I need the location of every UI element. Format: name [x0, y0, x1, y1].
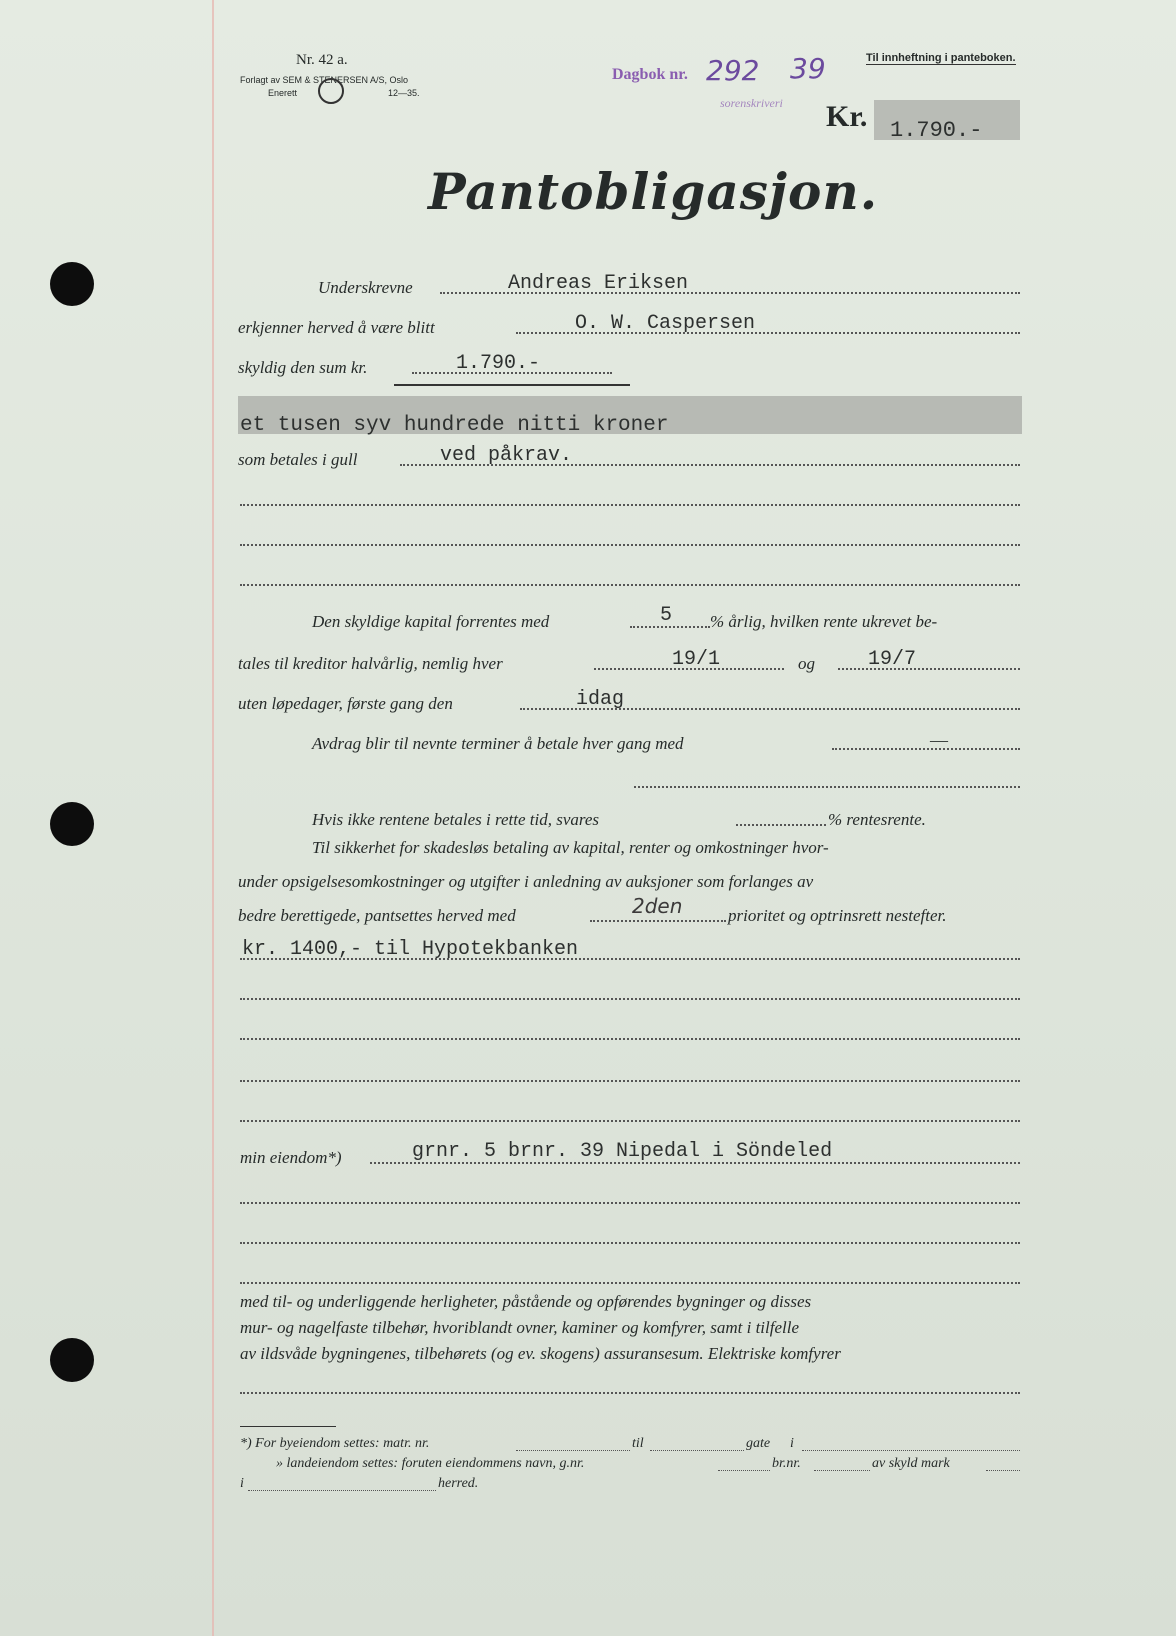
- form-number: Nr. 42 a.: [296, 52, 348, 68]
- sum-underline: [394, 384, 630, 386]
- blank-line: [240, 1202, 1020, 1204]
- security-line1: Til sikkerhet for skadesløs betaling av kapital, renter og omkostninger hvor-: [312, 838, 829, 857]
- closing-line1: med til- og underliggende herligheter, påstående og opførendes bygninger og disses: [240, 1292, 812, 1311]
- interest-line1-b: % årlig, hvilken rente ukrevet be-: [710, 612, 938, 631]
- undersigned-value: Andreas Eriksen: [508, 272, 689, 295]
- prior-claim: kr. 1400,- til Hypotekbanken: [242, 938, 579, 961]
- interest-date1: 19/1: [672, 648, 721, 671]
- blank-line: [240, 1392, 1020, 1394]
- interest-rate: 5: [660, 604, 673, 627]
- blank-line: [240, 504, 1020, 506]
- closing-line3: av ildsvåde bygningenes, tilbehørets (og ev. skogens) assuransesum. Elektriske komfyrer: [240, 1344, 841, 1363]
- closing-line2: mur- og nagelfaste tilbehør, hvoriblandt ovner, kaminer og komfyrer, samt i tilfelle: [240, 1318, 800, 1337]
- priority-line: [590, 920, 726, 922]
- margin-rule: [212, 0, 214, 1636]
- dagbok-number: 292: [706, 54, 760, 87]
- property-label: min eiendom*): [240, 1148, 342, 1167]
- penalty-rate-line: [736, 824, 826, 826]
- security-line2: under opsigelsesomkostninger og utgifter i anledning av auksjoner som forlanges av: [238, 872, 814, 891]
- interest-line5-b: % rentesrente.: [828, 810, 926, 829]
- sum-label: skyldig den sum kr.: [238, 358, 368, 377]
- blank-line: [240, 1282, 1020, 1284]
- security-line3-b: prioritet og optrinsrett nestefter.: [728, 906, 947, 925]
- til-line: [650, 1450, 744, 1451]
- sum-value: 1.790.-: [456, 352, 541, 375]
- publisher-line1: Forlagt av SEM & STENERSEN A/S, Oslo: [240, 75, 409, 85]
- sum-words: et tusen syv hundrede nitti kroner: [240, 414, 669, 437]
- footnote-l1-d: i: [790, 1436, 794, 1451]
- blank-line: [240, 1038, 1020, 1040]
- dagbok-year: 39: [790, 52, 826, 85]
- blank-line: [240, 998, 1020, 1000]
- footnote-l1-b: til: [632, 1436, 644, 1451]
- interest-line3-a: uten løpedager, første gang den: [238, 694, 453, 713]
- security-line3-a: bedre berettigede, pantsettes herved med: [238, 906, 516, 925]
- document-title: Pantobligasjon.: [428, 162, 879, 221]
- kr-label: Kr.: [826, 100, 868, 133]
- interest-date2: 19/7: [868, 648, 917, 671]
- footnote-l2-c: av skyld mark: [872, 1456, 950, 1471]
- matr-line: [516, 1450, 630, 1451]
- gnr-line: [718, 1470, 770, 1471]
- creditor-label: erkjenner herved å være blitt: [238, 318, 435, 337]
- dagbok-label: Dagbok nr.: [612, 66, 688, 83]
- gate-line: [802, 1450, 1020, 1451]
- interest-line4-a: Avdrag blir til nevnte terminer å betale hver gang med: [312, 734, 684, 753]
- blank-line: [240, 544, 1020, 546]
- footnote-l3-a: i: [240, 1476, 244, 1491]
- footnote-l3-b: herred.: [438, 1476, 479, 1491]
- blank-line: [634, 786, 1020, 788]
- footnote-rule: [240, 1426, 336, 1427]
- priority-value: 2den: [632, 894, 683, 918]
- installment-value: —: [930, 730, 948, 750]
- kr-amount: 1.790.-: [890, 118, 983, 143]
- blank-line: [240, 584, 1020, 586]
- punch-hole-top: [50, 262, 94, 306]
- skyld-line: [986, 1470, 1020, 1471]
- herred-line: [248, 1490, 436, 1491]
- creditor-value: O. W. Caspersen: [575, 312, 756, 335]
- interest-first-date: idag: [576, 688, 625, 711]
- interest-line5-a: Hvis ikke rentene betales i rette tid, svares: [312, 810, 600, 829]
- publisher-line2-left: Enerett: [268, 88, 298, 98]
- footnote-l2-a: » landeiendom settes: foruten eiendommens navn, g.nr.: [276, 1456, 585, 1471]
- blank-line: [240, 1120, 1020, 1122]
- punch-hole-bottom: [50, 1338, 94, 1382]
- footnote-l1-c: gate: [746, 1436, 771, 1451]
- sorenskriveri-stamp: sorenskriveri: [720, 96, 783, 110]
- blank-line: [240, 1242, 1020, 1244]
- date2-line: [838, 668, 1020, 670]
- footnote-l1-a: *) For byeiendom settes: matr. nr.: [240, 1436, 430, 1451]
- interest-og: og: [798, 654, 815, 673]
- footnote-l2-b: br.nr.: [772, 1456, 801, 1471]
- punch-hole-middle: [50, 802, 94, 846]
- binding-note: Til innheftning i panteboken.: [866, 52, 1016, 64]
- payable-value: ved påkrav.: [440, 444, 573, 467]
- blank-line: [240, 1080, 1020, 1082]
- property-value: grnr. 5 brnr. 39 Nipedal i Söndeled: [412, 1140, 833, 1163]
- interest-line1-a: Den skyldige kapital forrentes med: [312, 612, 550, 631]
- brnr-line: [814, 1470, 870, 1471]
- publisher-seal-icon: [318, 78, 344, 104]
- interest-line2-a: tales til kreditor halvårlig, nemlig hver: [238, 654, 503, 673]
- undersigned-label: Underskrevne: [318, 278, 413, 297]
- payable-label: som betales i gull: [238, 450, 358, 469]
- publisher-line2-right: 12—35.: [388, 88, 420, 98]
- installment-line: [832, 748, 1020, 750]
